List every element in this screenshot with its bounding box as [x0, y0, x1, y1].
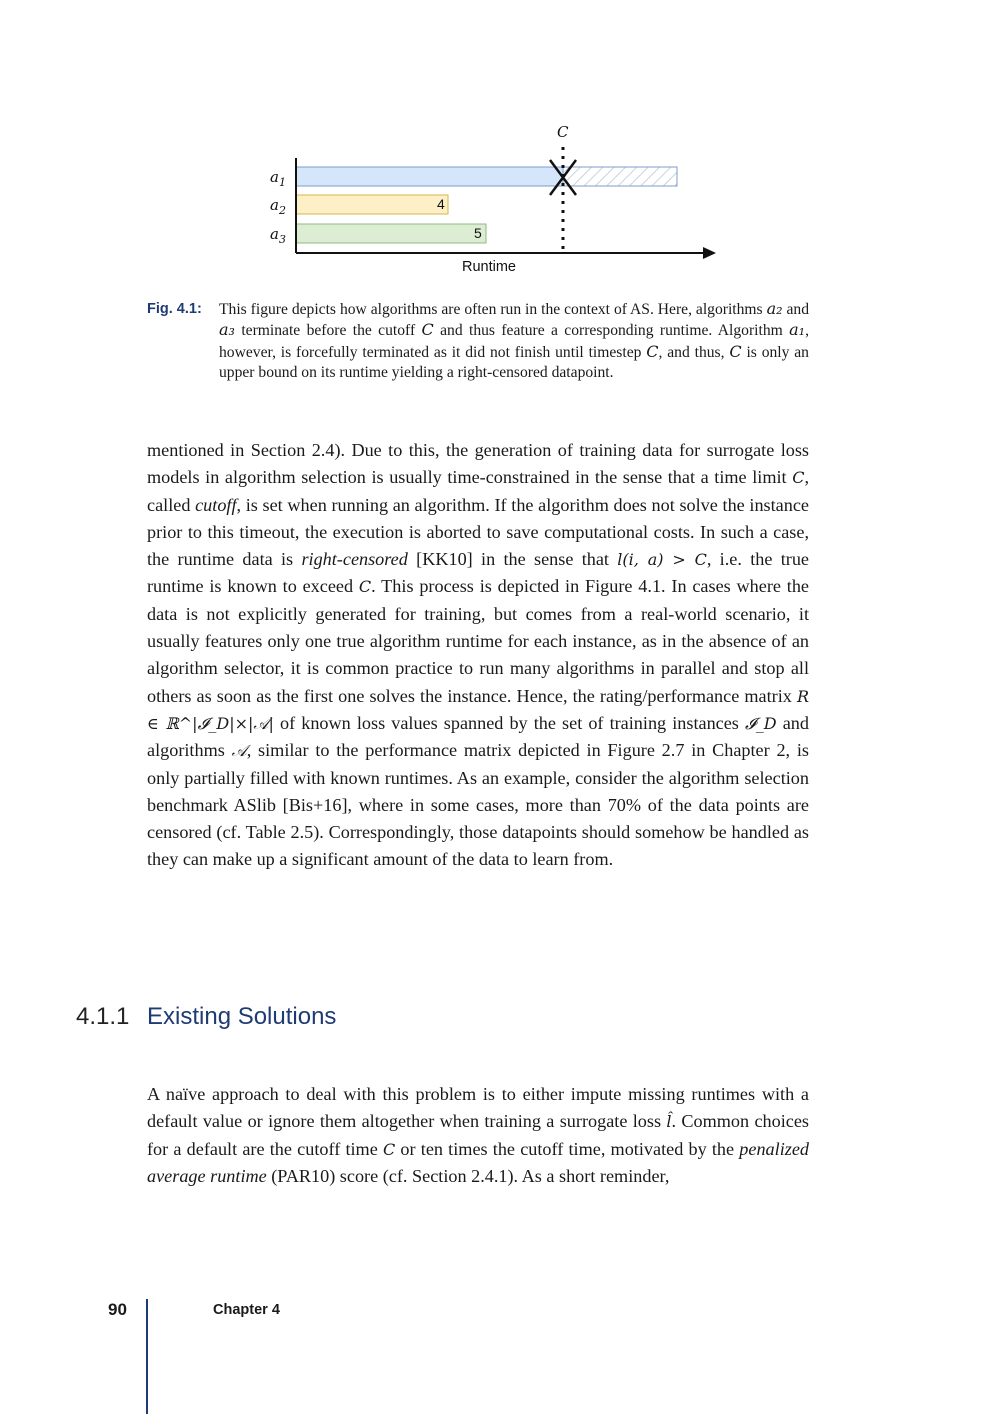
section-number: 4.1.1 — [76, 1003, 130, 1030]
section-title: Existing Solutions — [147, 1003, 337, 1030]
caption-text: This figure depicts how algorithms are often run in the context of AS. Here, algorithms a₂ and a₃ terminate before the cutoff C and thus feature a corresponding runtime. Algorithm a₁, however, is forcefully terminated as it did not finish until timestep C, and thus, C is only an upper bound on its runtime yielding a right-censored datapoint. — [219, 299, 809, 382]
label-a2: $a_2$ — [270, 196, 286, 217]
figure-caption — [147, 299, 809, 384]
x-axis-label: Runtime — [462, 259, 516, 275]
body-paragraph-1: mentioned in Section 2.4). Due to this, the generation of training data for surrogate loss models in algorithm selection is usually time-constrained in the sense that a time limit C, called cutoff, is set when running an algorithm. If the algorithm does not solve the instance prior to this timeout, the execution is aborted to save computational costs. In such a case, the runtime data is right-censored [KK10] in the sense that l(i, a) > C, i.e. the true runtime is known to exceed C. This process is depicted in Figure 4.1. In cases where the data is not explicitly generated for training, but comes from a real-world scenario, it usually features only one true algorithm runtime for each instance, as in the absence of an algorithm selector, it is common practice to run many algorithms in parallel and stop all others as soon as the first one solves the instance. Hence, the rating/performance matrix R ∈ ℝ^|𝓘_D|×|𝒜| of known loss values spanned by the set of training instances 𝓘_D and algorithms 𝒜, similar to the performance matrix depicted in Figure 2.7 in Chapter 2, is only partially filled with known runtimes. As an example, consider the algorithm selection benchmark ASlib [Bis+16], where in some cases, more than 70% of the data points are censored (cf. Table 2.5). Correspondingly, those datapoints should somehow be handled as they can make up a significant amount of the data to learn from. — [147, 440, 810, 870]
footer-rule — [146, 1299, 148, 1414]
bar-a2 — [296, 195, 448, 214]
body-paragraph-2: A naïve approach to deal with this problem is to either impute missing runtimes with a default value or ignore them altogether when training a surrogate loss l̂. Common choices for a default are the cutoff time C or ten times the cutoff time, motivated by the penalized average runtime (PAR10) score (cf. Section 2.4.1). As a short reminder, — [147, 1084, 809, 1186]
x-axis-arrowhead — [703, 247, 716, 259]
label-a1: $a_1$ — [270, 168, 286, 189]
page-number: 90 — [108, 1300, 127, 1319]
runtime-figure — [0, 0, 1000, 300]
bar-a2-value: 4 — [437, 196, 445, 212]
bar-a3-value: 5 — [474, 225, 482, 241]
section-heading — [76, 1003, 336, 1031]
footer-chapter: Chapter 4 — [213, 1302, 280, 1318]
caption-label: Fig. 4.1: — [147, 301, 202, 317]
bar-a3 — [296, 224, 486, 243]
cutoff-label: C — [557, 123, 569, 141]
bar-a1-censored-part — [563, 167, 677, 186]
bar-a1 — [296, 167, 563, 186]
label-a3: $a_3$ — [270, 225, 286, 246]
